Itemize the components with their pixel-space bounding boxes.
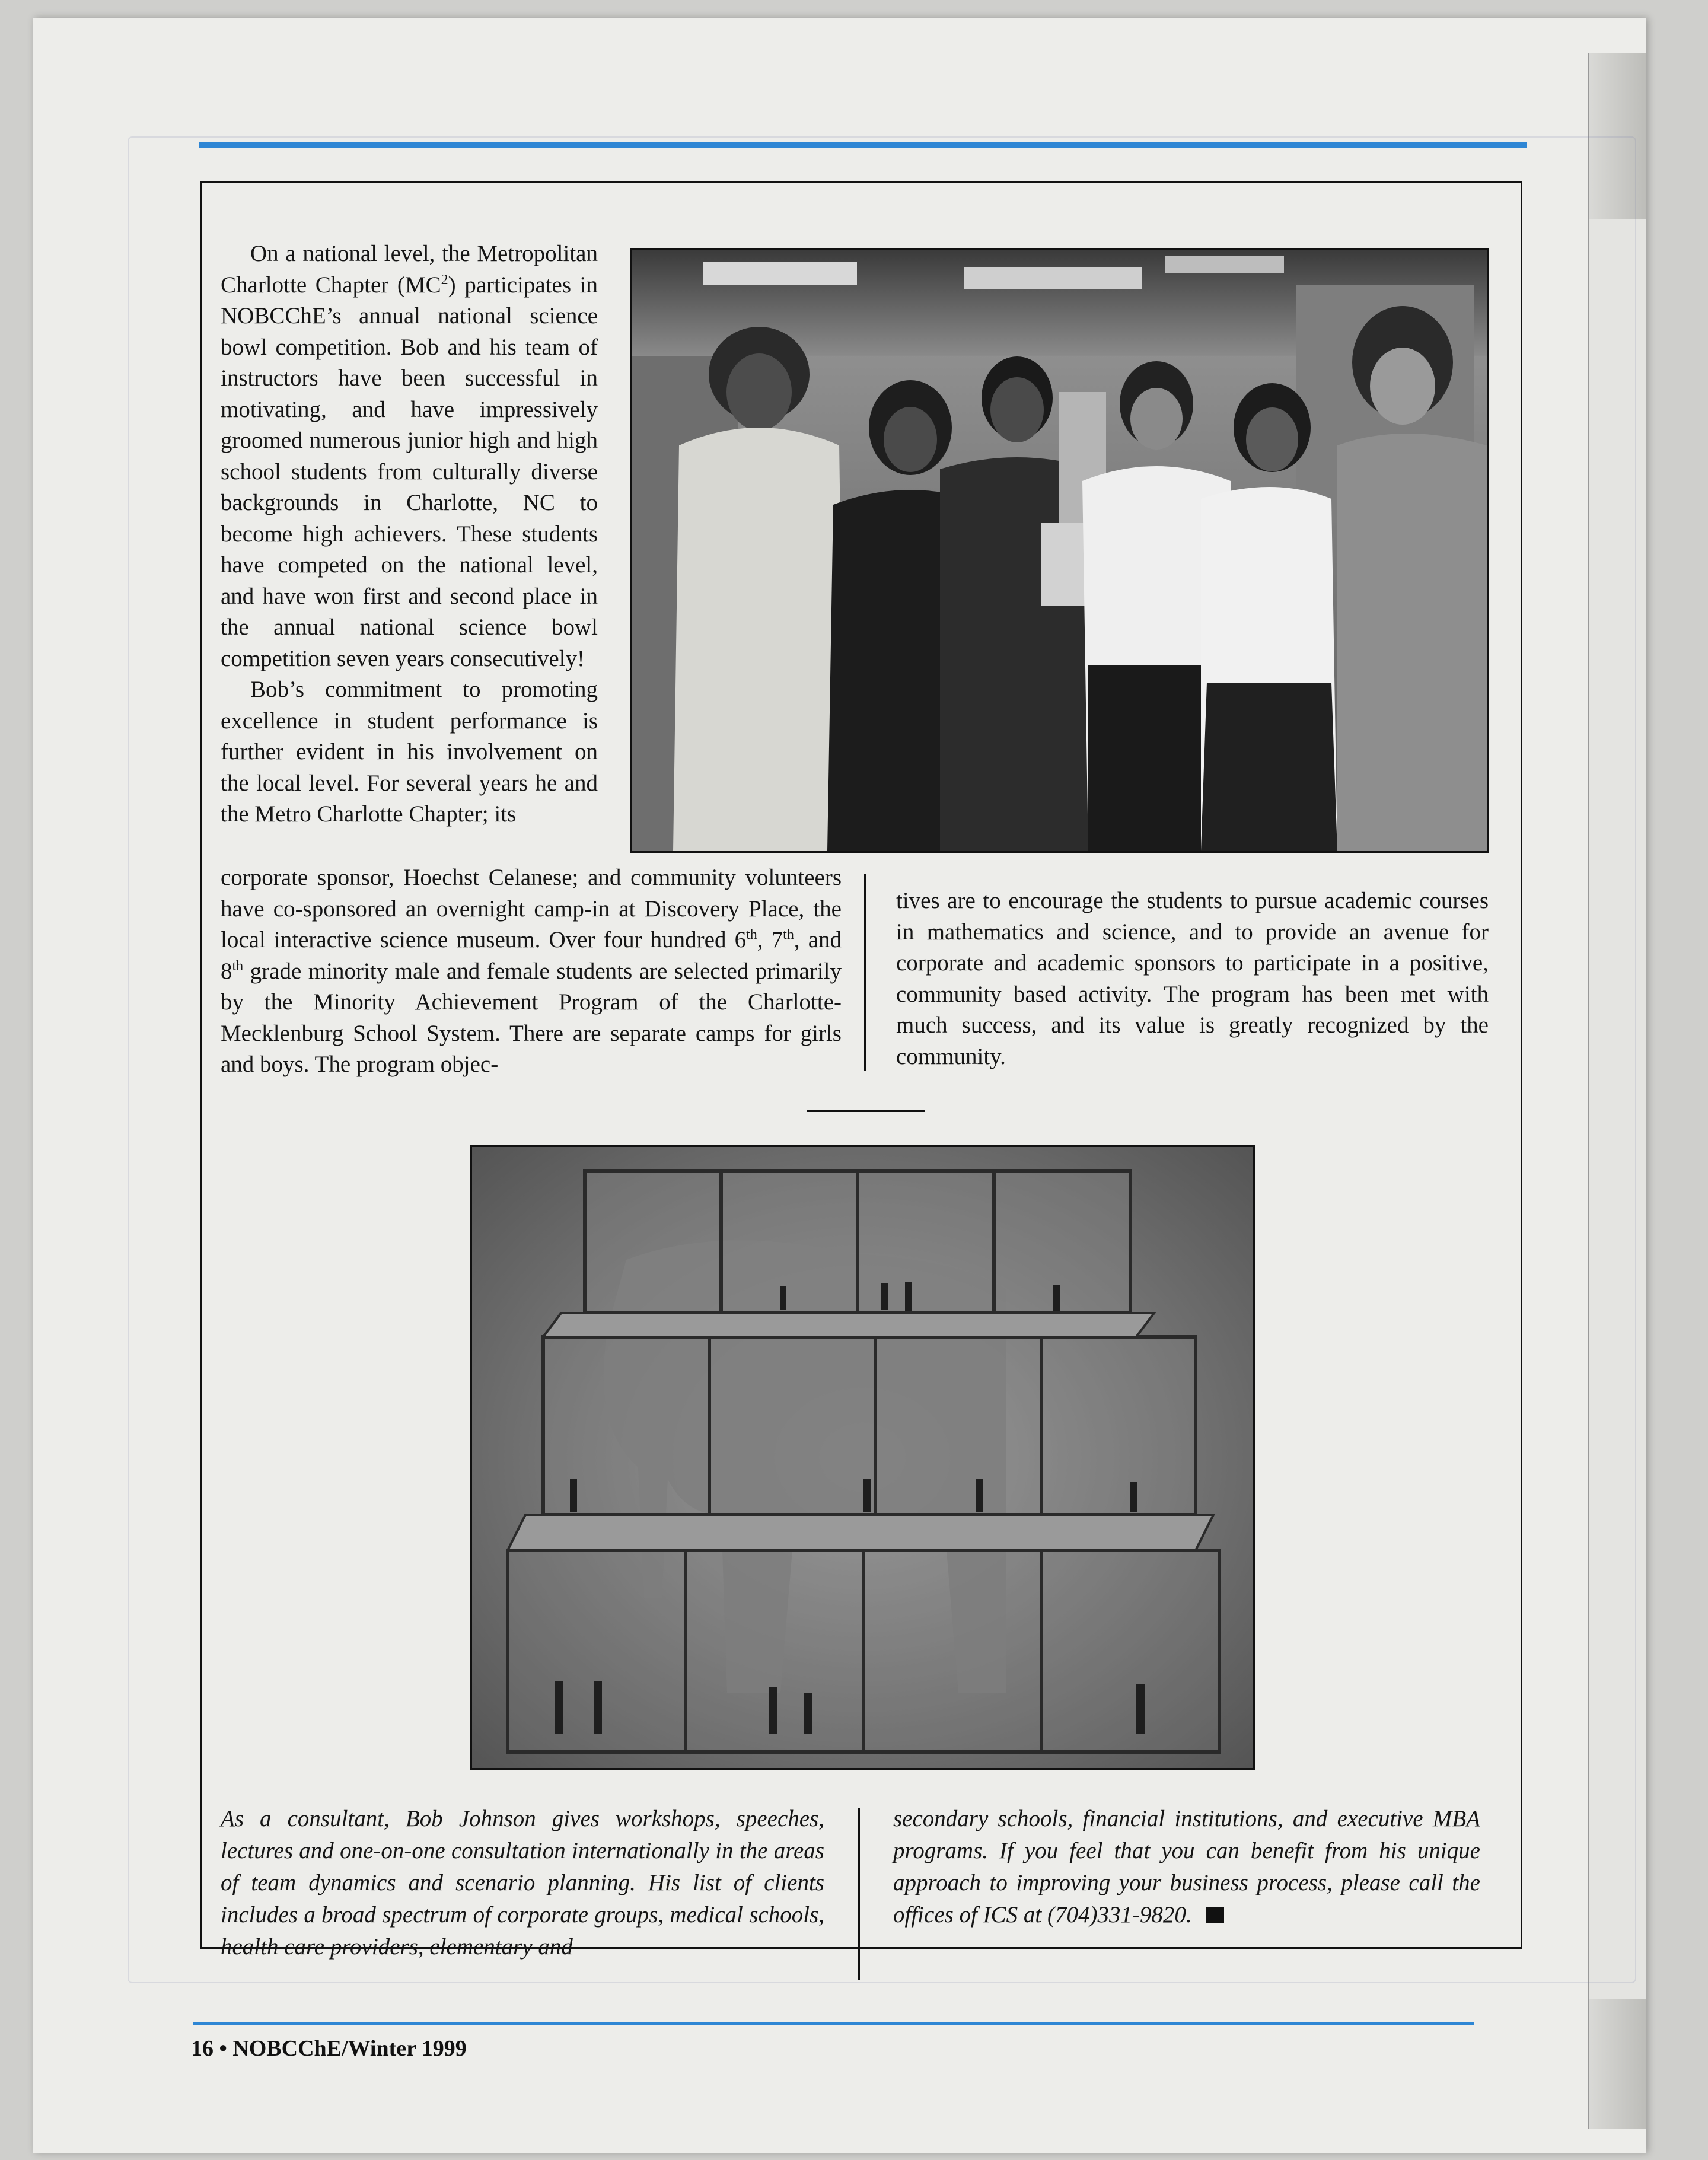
group-photo-trophy	[630, 248, 1489, 853]
caption-divider	[858, 1808, 860, 1980]
caption-right: secondary schools, financial institutions, and executive MBA programs. If you feel that you can benefit from his unique approach to improving your business process, please call the offices of ICS at (704)331-9820.	[893, 1806, 1480, 1928]
article-column-lower-left	[221, 862, 842, 1081]
article-column-lower-right	[896, 885, 1489, 1072]
paragraph-camp-in: corporate sponsor, Hoechst Celanese; and community volunteers have co-sponsored an overnight camp-in at Discovery Place, the local interactive science museum. Over four hundred 6th, 7th, and 8th grade minority male and female students are selected primarily by the Minority Achievement Program of the Charlotte-Mecklenburg School System. There are separate camps for girls and boys. The program objec-	[221, 865, 842, 1077]
bottom-accent-rule	[193, 2022, 1474, 2025]
elephant-in-boxes-illustration	[470, 1145, 1255, 1770]
page-folio: 16 • NOBCChE/Winter 1999	[191, 2036, 467, 2061]
caption-left: As a consultant, Bob Johnson gives workshops, speeches, lectures and one-on-one consultation internationally in the areas of team dynamics and scenario planning. His list of clients includes a broad spectrum of corporate groups, medical schools, health care providers, elementary and	[221, 1806, 824, 1960]
article-column-upper	[221, 238, 598, 830]
section-divider	[807, 1110, 925, 1112]
paragraph-objectives: tives are to encourage the students to pursue academic courses in mathematics and science, and to provide an avenue for corporate and academic sponsors to participate in a positive, community based activity. The program has been met with much success, and its value is greatly recognized by the community.	[896, 888, 1489, 1069]
paragraph-national-level: On a national level, the Metropolitan Charlotte Chapter $(MC^2)$ participates in NOBCChE’s annual national science bowl competition. Bob and his team of instructors have been successful in motivating, and have impressively groomed numerous junior high and high school students from culturally diverse backgrounds in Charlotte, NC to become high achievers. These students have competed on the national level, and have won first and second place in the annual national science bowl competition seven years consecutively!	[221, 241, 598, 671]
paragraph-commitment-start: Bob’s commitment to promoting excellence in student performance is further evident in his involvement on the local level. For several years he and the Metro Charlotte Chapter; its	[221, 677, 598, 827]
top-accent-rule	[199, 142, 1527, 148]
column-divider	[864, 874, 866, 1071]
end-of-article-mark	[1206, 1907, 1224, 1923]
